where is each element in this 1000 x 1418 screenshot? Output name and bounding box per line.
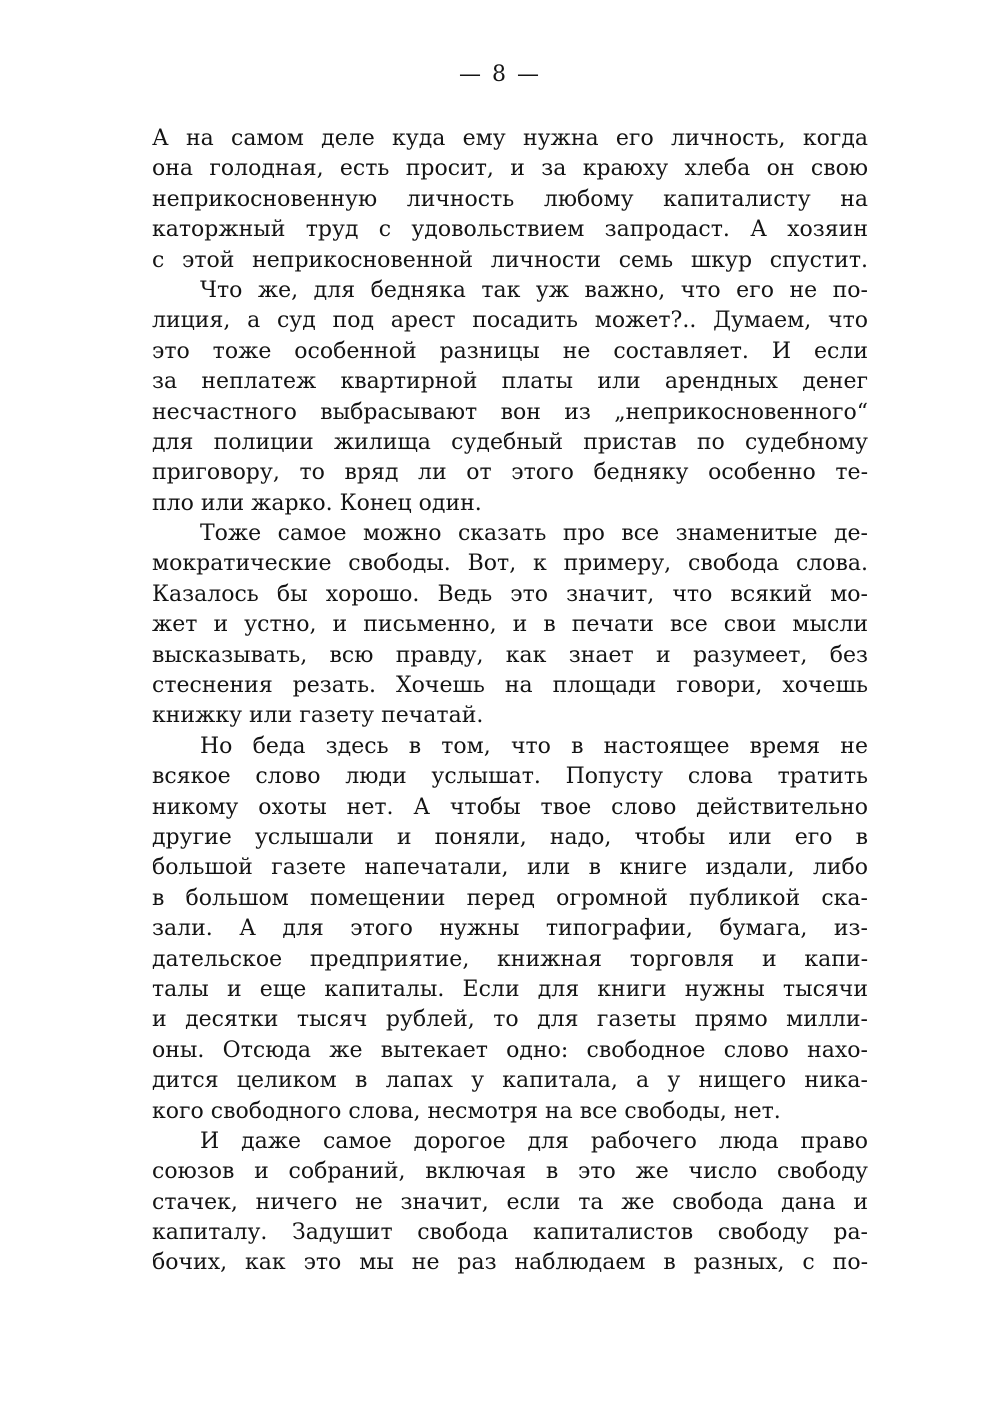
text-line: никому охоты нет. А чтобы твое слово действительно xyxy=(152,794,868,820)
text-line: для полиции жилища судебный пристав по судебному xyxy=(152,429,868,455)
text-line: Тоже самое можно сказать про все знаменитые де- xyxy=(200,521,868,547)
text-line: мократические свободы. Вот, к примеру, свобода слова. xyxy=(152,551,868,577)
text-line: Что же, для бедняка так уж важно, что его не по- xyxy=(200,277,868,303)
text-line: в большом помещении перед огромной публикой ска- xyxy=(152,885,868,911)
text-line: другие услышали и поняли, надо, чтобы или его в xyxy=(152,824,868,850)
text-line: и десятки тысяч рублей, то для газеты прямо милли- xyxy=(152,1007,868,1033)
text-line: она голодная, есть просит, и за краюху хлеба он свою xyxy=(152,156,868,182)
paragraph-4 xyxy=(152,732,868,1127)
text-line: большой газете напечатали, или в книге издали, либо xyxy=(152,855,868,881)
text-line: жет и устно, и письменно, и в печати все свои мысли xyxy=(152,612,868,638)
text-line: дательское предприятие, книжная торговля и капи- xyxy=(152,946,868,972)
text-line: Казалось бы хорошо. Ведь это значит, что всякий мо- xyxy=(152,581,868,607)
text-line: зали. А для этого нужны типографии, бумага, из- xyxy=(152,916,868,942)
paragraph-3 xyxy=(152,519,868,732)
paragraph-2 xyxy=(152,276,868,519)
text-line: всякое слово люди услышат. Попусту слова тратить xyxy=(152,764,868,790)
text-line: каторжный труд с удовольствием запродаст. А хозяин xyxy=(152,217,868,243)
text-line: И даже самое дорогое для рабочего люда право xyxy=(200,1128,868,1154)
page-number: — 8 — xyxy=(459,62,541,87)
text-line: кого свободного слова, несмотря на все свободы, нет. xyxy=(152,1098,781,1124)
text-line: это тоже особенной разницы не составляет. И если xyxy=(152,338,868,364)
text-line: А на самом деле куда ему нужна его личность, когда xyxy=(152,126,868,151)
text-line: пло или жарко. Конец один. xyxy=(152,490,482,516)
text-line: оны. Отсюда же вытекает одно: свободное слово нахо- xyxy=(152,1037,868,1063)
paragraph-5 xyxy=(152,1127,868,1279)
text-line: стеснения резать. Хочешь на площади говори, хочешь xyxy=(152,673,868,699)
text-line: дится целиком в лапах у капитала, а у нищего ника- xyxy=(152,1068,868,1094)
text-line: лиция, а суд под арест посадить может?.. Думаем, что xyxy=(152,308,868,334)
text-line: талы и еще капиталы. Если для книги нужны тысячи xyxy=(152,976,868,1002)
text-line: капиталу. Задушит свобода капиталистов свободу ра- xyxy=(152,1220,868,1246)
text-line: высказывать, всю правду, как знает и разумеет, без xyxy=(152,642,868,668)
text-line: с этой неприкосновенной личности семь шкур спустит. xyxy=(152,247,868,273)
text-line: союзов и собраний, включая в это же число свободу xyxy=(152,1159,868,1185)
text-line: Но беда здесь в том, что в настоящее время не xyxy=(200,733,868,759)
text-line: за неплатеж квартирной платы или арендных денег xyxy=(152,369,868,395)
body-text xyxy=(152,124,868,1279)
text-line: приговору, то вряд ли от этого бедняку особенно те- xyxy=(152,460,868,486)
text-line: бочих, как это мы не раз наблюдаем в разных, с по- xyxy=(152,1250,868,1276)
paragraph-1 xyxy=(152,124,868,276)
text-line: неприкосновенную личность любому капиталисту на xyxy=(152,186,868,212)
text-line: книжку или газету печатай. xyxy=(152,703,484,729)
text-line: несчастного выбрасывают вон из „неприкосновенного“ xyxy=(152,399,868,425)
text-line: стачек, ничего не значит, если та же свобода дана и xyxy=(152,1189,868,1215)
